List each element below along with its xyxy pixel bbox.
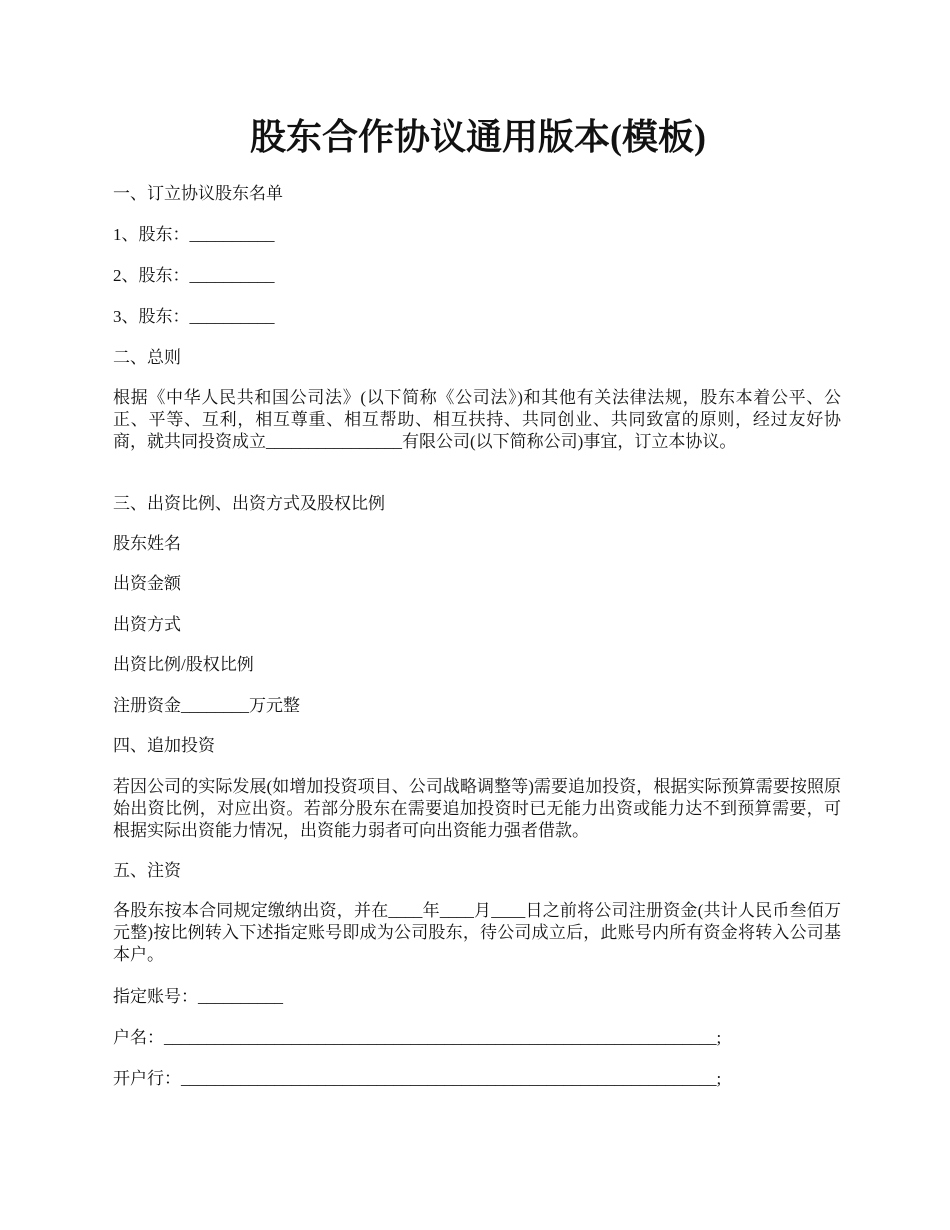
field-method: 出资方式	[113, 615, 181, 634]
section4-heading: 四、追加投资	[113, 736, 215, 755]
shareholder-1-line: 1、股东：__________	[113, 225, 275, 244]
shareholder-2-line: 2、股东：__________	[113, 266, 275, 285]
document-title: 股东合作协议通用版本(模板)	[250, 117, 706, 157]
shareholder-3-line: 3、股东：__________	[113, 307, 275, 326]
section2-heading: 二、总则	[113, 348, 181, 367]
section3-heading: 三、出资比例、出资方式及股权比例	[113, 494, 385, 513]
designated-account-line: 指定账号：__________	[113, 987, 283, 1006]
account-bank-line: 开户行：_______________________________________________________________;	[113, 1069, 722, 1088]
section5-body: 各股东按本合同规定缴纳出资，并在____年____月____日之前将公司注册资金(共计人民币叁佰万元整)按比例转入下述指定账号即成为公司股东，待公司成立后，此账号内所有资金将转入公司基本户。	[113, 901, 841, 964]
section2-body: 根据《中华人民共和国公司法》(以下简称《公司法》)和其他有关法律法规，股东本着公平、公正、平等、互利，相互尊重、相互帮助、相互扶持、共同创业、共同致富的原则，经过友好协商，就共同投资成立________________有限公司(以下简称公司)事宜，订立本协议。	[113, 388, 841, 451]
section4-body: 若因公司的实际发展(如增加投资项目、公司战略调整等)需要追加投资，根据实际预算需要按照原始出资比例，对应出资。若部分股东在需要追加投资时已无能力出资或能力达不到预算需要，可根据实际出资能力情况，出资能力弱者可向出资能力强者借款。	[113, 777, 841, 840]
field-shareholder-name: 股东姓名	[113, 534, 181, 553]
field-ratio: 出资比例/股权比例	[113, 655, 254, 674]
field-amount: 出资金额	[113, 574, 181, 593]
section5-heading: 五、注资	[113, 861, 181, 880]
account-name-line: 户名：_________________________________________________________________;	[113, 1028, 722, 1047]
section1-heading: 一、订立协议股东名单	[113, 184, 283, 203]
registered-capital-line: 注册资金________万元整	[113, 696, 300, 715]
